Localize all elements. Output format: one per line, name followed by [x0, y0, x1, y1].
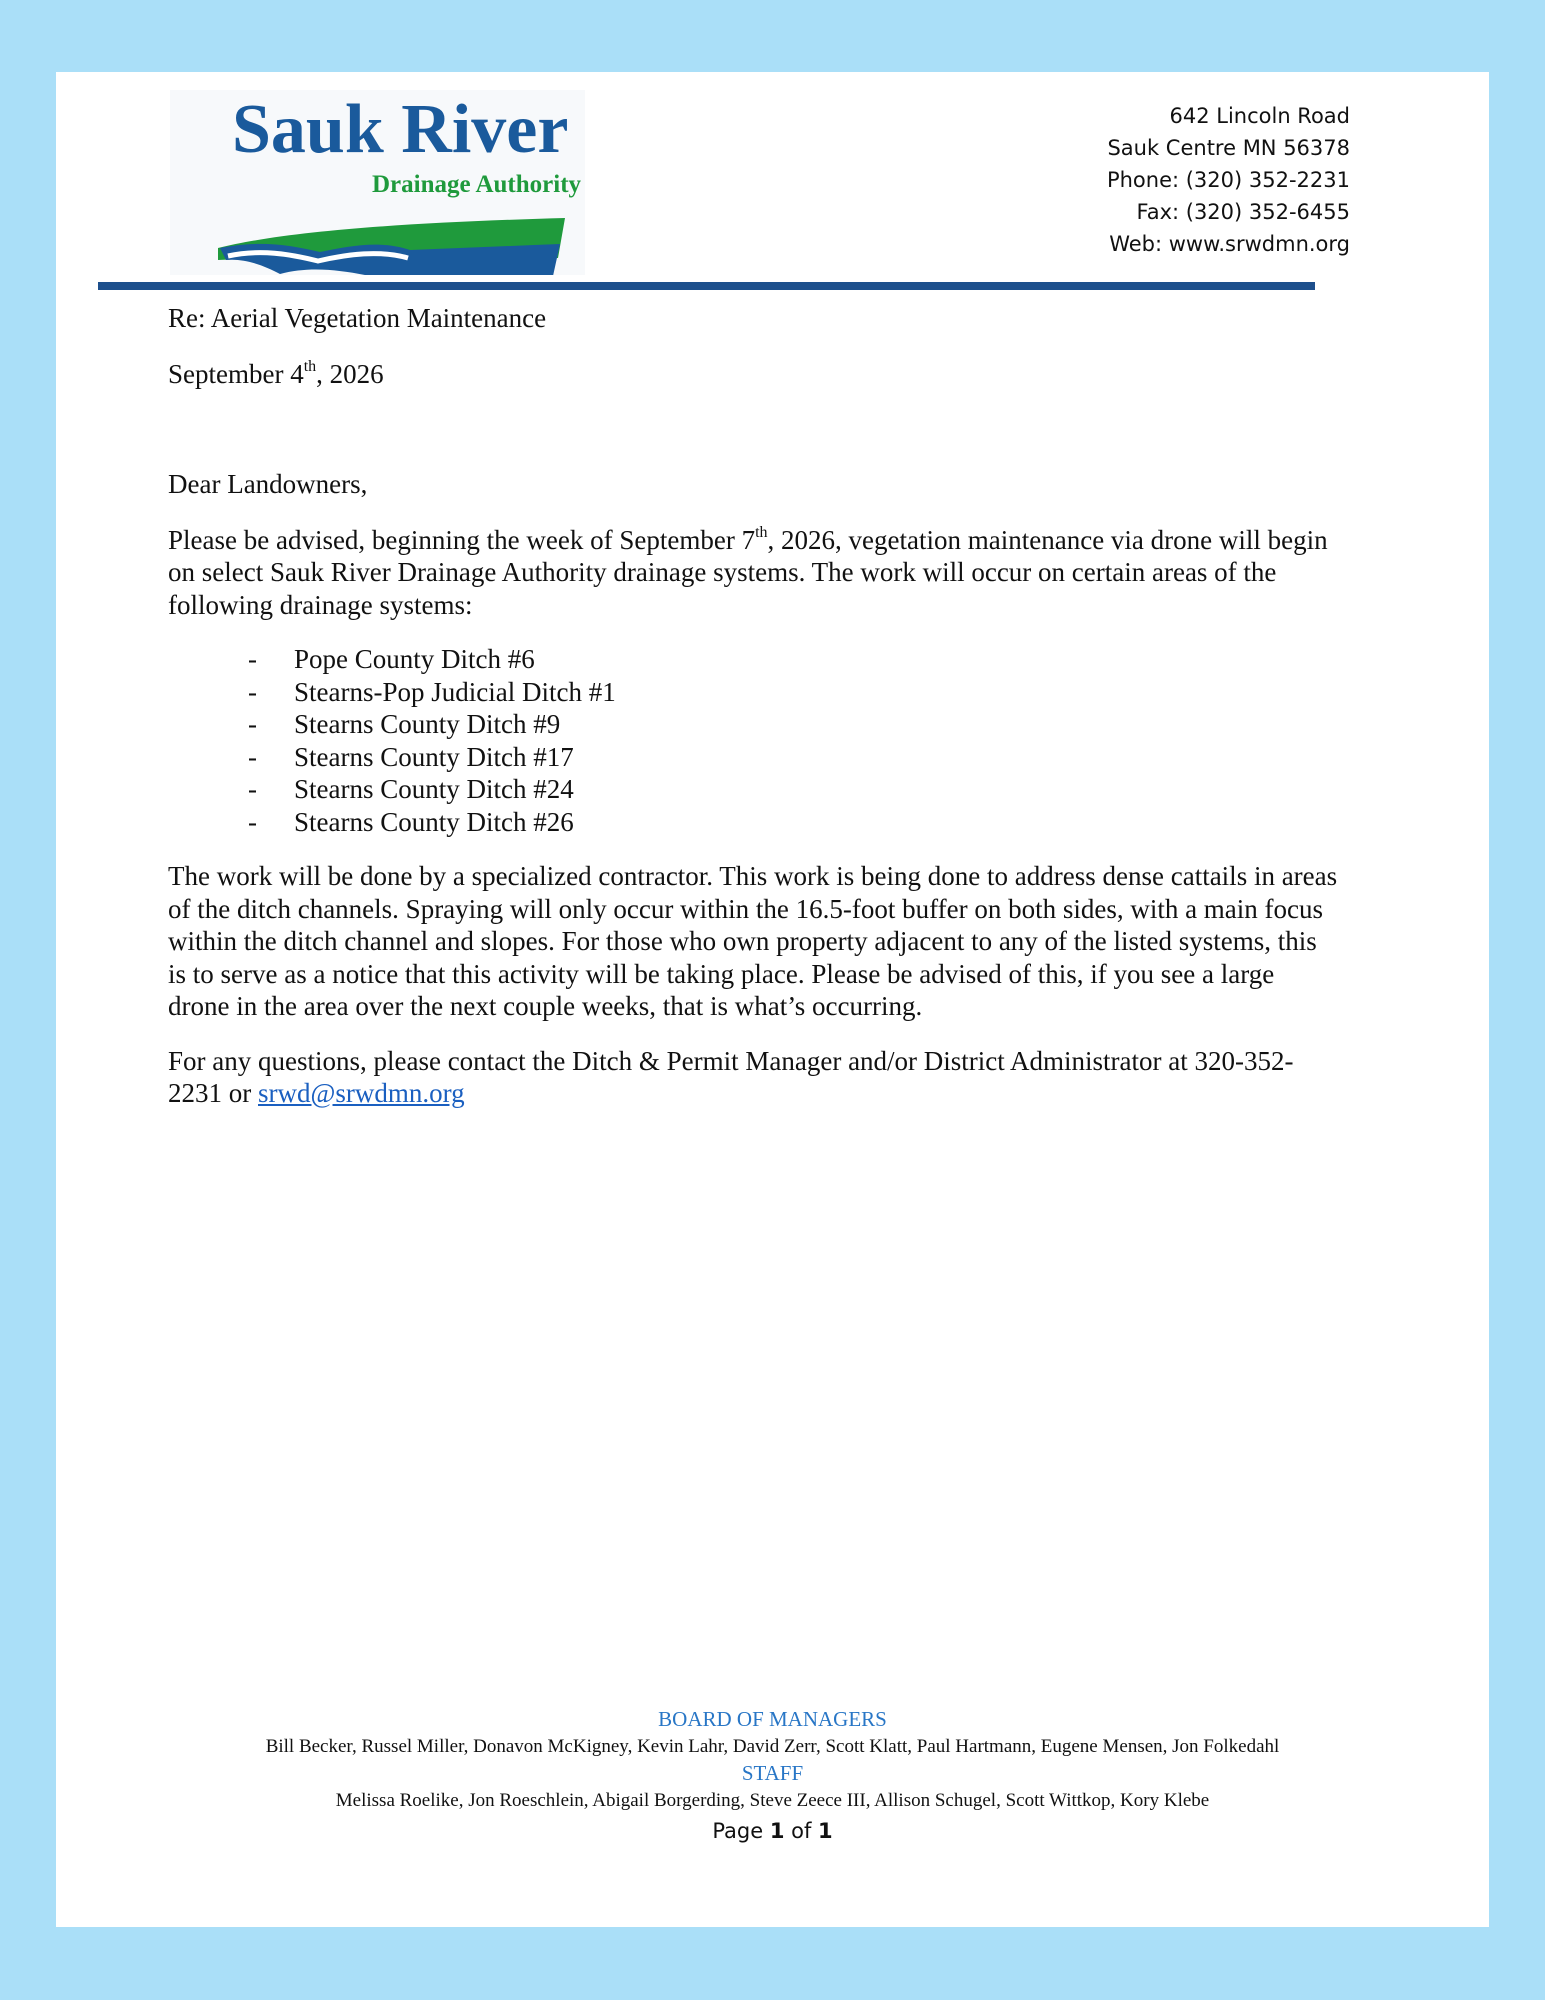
- letter-body: [168, 302, 1338, 1110]
- salutation: Dear Landowners,: [168, 469, 368, 499]
- contact-paragraph: For any questions, please contact the Ditch & Permit Manager and/or District Administrator at 320-352-2231 or srwd@srwdmn.org: [168, 1045, 1294, 1108]
- list-item: - Stearns-Pop Judicial Ditch #1: [248, 676, 616, 707]
- phone-number: Phone: (320) 352-2231: [1106, 168, 1350, 192]
- address-line1: 642 Lincoln Road: [1169, 104, 1350, 128]
- list-item: - Stearns County Ditch #26: [248, 806, 574, 837]
- intro-paragraph: Please be advised, beginning the week of September 7th, 2026, vegetation maintenance via drone will begin on select Sauk River Drainage Authority drainage systems. The work will occur on certain areas of the following drainage systems:: [168, 523, 1328, 620]
- sauk-river-logo: [170, 90, 585, 275]
- header-divider: [98, 282, 1315, 290]
- fax-number: Fax: (320) 352-6455: [1136, 200, 1350, 224]
- contact-block: [850, 100, 1350, 260]
- logo-subtitle: Drainage Authority: [372, 171, 582, 198]
- letter-footer: [0, 1706, 1545, 1846]
- subject-line: Re: Aerial Vegetation Maintenance: [168, 303, 547, 333]
- letter-date: September 4th, 2026: [168, 357, 384, 389]
- board-heading: BOARD OF MANAGERS: [658, 1707, 887, 1731]
- staff-heading: STAFF: [741, 1761, 804, 1785]
- list-item: - Stearns County Ditch #17: [248, 741, 574, 772]
- work-details-paragraph: The work will be done by a specialized contractor. This work is being done to address dense cattails in areas of the ditch channels. Spraying will only occur within the 16.5-foot buffer on both sides, with a main focus within the ditch channel and slopes. For those who own property adjacent to any of the listed systems, this is to serve as a notice that this activity will be taking place. Please be advised of this, if you see a large drone in the area over the next couple weeks, that is what’s occurring.: [168, 861, 1338, 1021]
- page-number: Page 1 of 1: [712, 1819, 833, 1843]
- ditch-list: [168, 643, 1338, 838]
- list-item: - Pope County Ditch #6: [248, 644, 535, 674]
- logo-title: Sauk River: [232, 91, 569, 168]
- email-link[interactable]: srwd@srwdmn.org: [258, 1078, 465, 1108]
- website: Web: www.srwdmn.org: [1109, 232, 1350, 256]
- list-item: - Stearns County Ditch #24: [248, 774, 574, 804]
- address-line2: Sauk Centre MN 56378: [1107, 136, 1350, 160]
- staff-names: Melissa Roelike, Jon Roeschlein, Abigail Borgerding, Steve Zeece III, Allison Schugel, Scott Wittkop, Kory Klebe: [335, 1790, 1210, 1811]
- list-item: - Stearns County Ditch #9: [248, 709, 561, 739]
- board-names: Bill Becker, Russel Miller, Donavon McKigney, Kevin Lahr, David Zerr, Scott Klatt, Paul Hartmann, Eugene Mensen, Jon Folkedahl: [265, 1736, 1280, 1757]
